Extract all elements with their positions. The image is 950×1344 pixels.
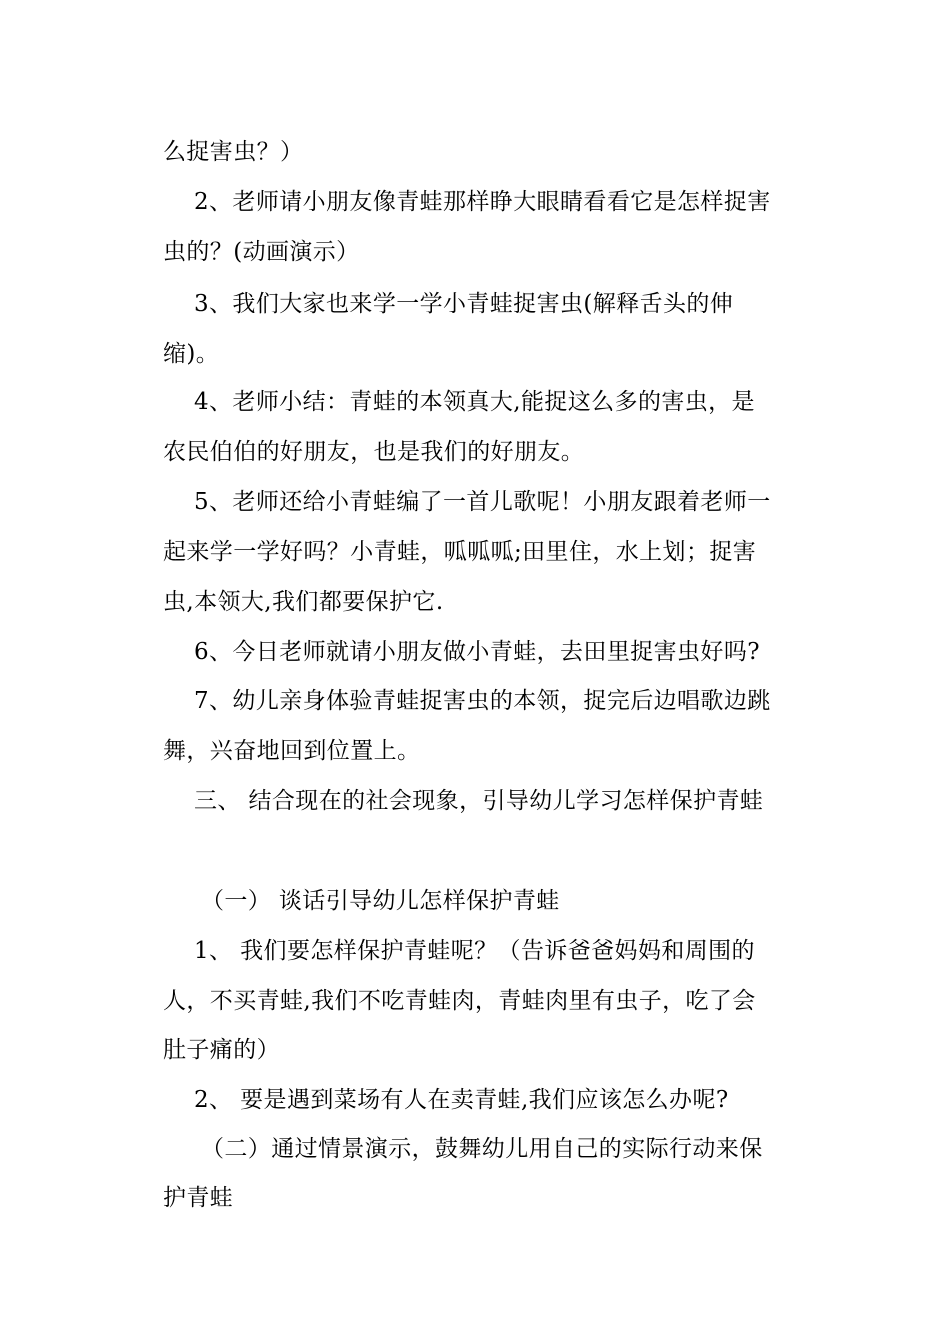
- text-line: 2、 要是遇到菜场有人在卖青蛙,我们应该怎么办呢?: [194, 1087, 729, 1113]
- text-line: 护青蛙: [163, 1185, 234, 1211]
- text-line: 肚子痛的）: [163, 1037, 280, 1063]
- text-line: 么捉害虫？）: [163, 139, 304, 165]
- text-line: 舞，兴奋地回到位置上。: [163, 738, 421, 764]
- section-heading: 三、 结合现在的社会现象，引导幼儿学习怎样保护青蛙: [194, 788, 764, 814]
- text-line: 5、老师还给小青蛙编了一首儿歌呢！小朋友跟着老师一: [194, 489, 771, 515]
- text-line: 虫,本领大,我们都要保护它.: [163, 589, 444, 615]
- subsection-heading: （二）通过情景演示，鼓舞幼儿用自己的实际行动来保: [201, 1136, 763, 1162]
- text-line: 虫的？(动画演示）: [163, 239, 360, 265]
- text-line: 人，不买青蛙,我们不吃青蛙肉，青蛙肉里有虫子，吃了会: [163, 988, 756, 1014]
- subsection-heading: （一） 谈话引导幼儿怎样保护青蛙: [201, 888, 560, 914]
- text-line: 7、幼儿亲身体验青蛙捉害虫的本领，捉完后边唱歌边跳: [194, 688, 771, 714]
- text-line: 3、我们大家也来学一学小青蛙捉害虫(解释舌头的伸: [194, 291, 734, 317]
- text-line: 2、老师请小朋友像青蛙那样睁大眼睛看看它是怎样捉害: [194, 189, 771, 215]
- text-line: 1、 我们要怎样保护青蛙呢？（告诉爸爸妈妈和周围的: [194, 938, 755, 964]
- text-line: 农民伯伯的好朋友，也是我们的好朋友。: [163, 439, 585, 465]
- text-line: 缩)。: [163, 341, 220, 367]
- text-line: 4、老师小结：青蛙的本领真大,能捉这么多的害虫，是: [194, 389, 755, 415]
- text-line: 起来学一学好吗？小青蛙，呱呱呱;田里住，水上划；捉害: [163, 539, 757, 565]
- text-line: 6、今日老师就请小朋友做小青蛙，去田里捉害虫好吗?: [194, 639, 760, 665]
